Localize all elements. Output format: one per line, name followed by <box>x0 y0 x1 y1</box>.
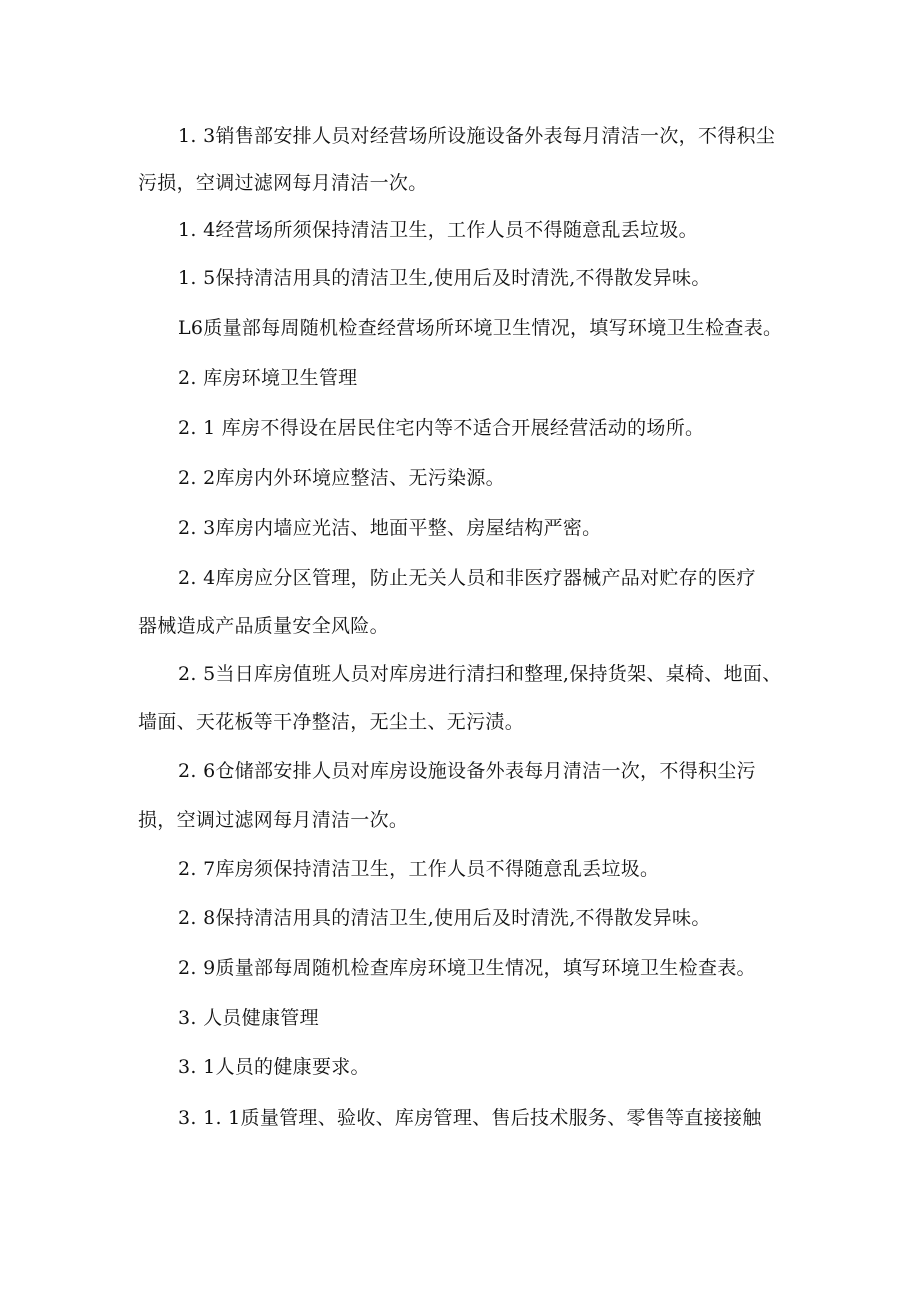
para-2-5-line-1: 2. 5当日库房值班人员对库房进行清扫和整理,保持货架、桌椅、地面、 <box>178 663 782 685</box>
para-2-2: 2. 2库房内外环境应整洁、无污染源。 <box>178 467 505 489</box>
para-1-3-line-2: 污损，空调过滤网每月清洁一次。 <box>138 172 428 194</box>
para-2-1: 2. 1 库房不得设在居民住宅内等不适合开展经营活动的场所。 <box>178 417 705 439</box>
para-2-6-line-1: 2. 6仓储部安排人员对库房设施设备外表每月清洁一次，不得积尘污 <box>178 760 756 782</box>
para-2-8: 2. 8保持清洁用具的清洁卫生,使用后及时清洗,不得散发异味。 <box>178 907 711 929</box>
para-2-5-line-2: 墙面、天花板等干净整洁，无尘土、无污渍。 <box>138 711 525 733</box>
para-2-6-line-2: 损，空调过滤网每月清洁一次。 <box>138 809 409 831</box>
para-2-3: 2. 3库房内墙应光洁、地面平整、房屋结构严密。 <box>178 517 602 539</box>
section-2-heading: 2. 库房环境卫生管理 <box>178 367 358 389</box>
para-2-4-line-1: 2. 4库房应分区管理，防止无关人员和非医疗器械产品对贮存的医疗 <box>178 567 756 589</box>
para-3-1: 3. 1人员的健康要求。 <box>178 1056 370 1078</box>
para-1-5: 1. 5保持清洁用具的清洁卫生,使用后及时清洗,不得散发异味。 <box>178 267 711 289</box>
para-2-7: 2. 7库房须保持清洁卫生，工作人员不得随意乱丢垃圾。 <box>178 858 660 880</box>
para-2-9: 2. 9质量部每周随机检查库房环境卫生情况，填写环境卫生检查表。 <box>178 957 756 979</box>
para-3-1-1: 3. 1. 1质量管理、验收、库房管理、售后技术服务、零售等直接接触 <box>178 1107 762 1129</box>
para-1-4: 1. 4经营场所须保持清洁卫生，工作人员不得随意乱丢垃圾。 <box>178 219 698 241</box>
para-2-4-line-2: 器械造成产品质量安全风险。 <box>138 615 389 637</box>
section-3-heading: 3. 人员健康管理 <box>178 1007 319 1029</box>
para-1-3-line-1: 1. 3销售部安排人员对经营场所设施设备外表每月清洁一次，不得积尘 <box>178 125 776 147</box>
para-1-6: L6质量部每周随机检查经营场所环境卫生情况，填写环境卫生检查表。 <box>178 317 783 339</box>
